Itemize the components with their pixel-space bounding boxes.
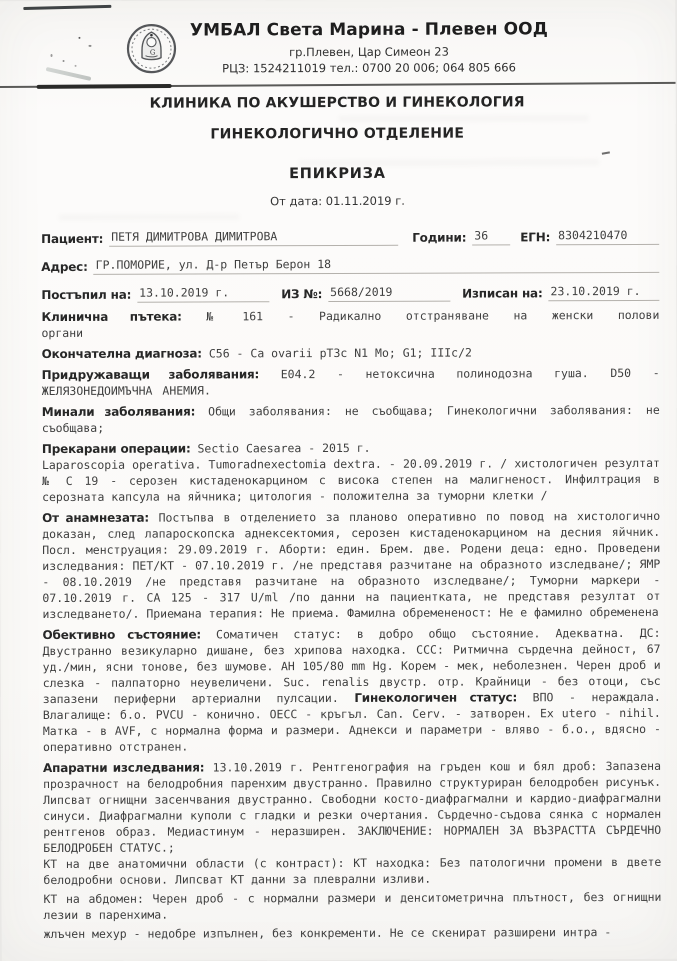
section-objective-status [43,625,661,755]
header-divider [0,82,676,88]
anamnesis-text: Постъпва в отделението за планово оперативно по повод на хистологично доказан, след лапароскопска аднексектомия, серозен кистаденокарцином на десния яйчник. Посл. менструация: 29.09.2019 г. Аборти: един. Брем. две. Родени деца: едно. Проведени изследвания: ПЕТ/КТ - 07.10.2019 г. /не представя разчитане на образното изследване/; ЯМР - 08.10.2019 /не представя разчитане на образното изследване/; Туморни маркери - 07.10.2019 г. CA 125 - 317 U/ml /по данни на пациентката, не представя резултат от изследването/. Приемана терапия: Не приема. Фамилна обремененост: Не е фамилно обременена [42,509,661,622]
patient-row [41,227,659,247]
ink-dash-mark [602,151,610,154]
patient-name-value: ПЕТЯ ДИМИТРОВА ДИМИТРОВА [109,228,398,247]
comorbidities-label: Придружаващи заболявания: [41,367,260,383]
final-diagnosis-label: Окончателна диагноза: [41,346,202,362]
admitted-label: Постъпил на: [41,288,132,303]
patient-name-label: Пациент: [41,232,104,247]
ct-chest-text: КТ на две анатомични области (с контраст): КТ находка: Без патологични промени в двете белодробни основи. Липсват КТ данни за плеврални изливи. [43,855,662,888]
section-imaging-gallbladder [44,924,662,942]
section-imaging-ct-chest [43,854,661,888]
clinical-path-label: Клинична пътека: [41,309,182,325]
section-clinical-path [41,307,659,341]
patient-age-label: Години: [412,230,467,246]
patient-address-value: ГР.ПОМОРИЕ, ул. Д-р Петър Берон 18 [94,255,660,275]
section-anamnesis [42,508,660,622]
hospital-seal-icon [126,23,178,75]
patient-age-value: 36 [472,228,510,246]
section-surgery-note [42,455,660,505]
patient-address-label: Адрес: [41,260,88,275]
gyn-status-label: Гинекологичен статус: [354,690,518,706]
admission-row [41,283,659,303]
section-imaging-xray [43,758,661,856]
department-title: ГИНЕКОЛОГИЧНО ОТДЕЛЕНИЕ [210,125,465,143]
past-surgeries-text: Sectio Caesarea - 2015 г. [197,441,371,456]
svg-text:G: G [150,48,156,57]
document-date: От дата: 01.11.2019 г. [270,194,405,209]
clinic-title: КЛИНИКА ПО АКУШЕРСТВО И ГИНЕКОЛОГИЯ [149,94,525,112]
somatic-status-text: Соматичен статус: в добро общо състояние. Адекватна. ДС: Двустранно везикуларно дишане, без хрипова находка. ССС: Ритмична сърдечна дейност, 67 уд./мин, ясни тонове, без шумове. АН 105/80 mm Hg. Корем - мек, неболезнен. Черен дроб и слезка - палпаторно неувеличени. Suc. renalis двустр. отр. Крайници - без отоци, със запазени периферни артериални пулсации. [42,626,661,707]
final-diagnosis-text: C56 - Ca ovarii pT3c N1 Mo; G1; IIIc/2 [208,345,472,361]
xray-findings-text: 13.10.2019 г. Рентгенография на гръден кош и бял дроб: Запазена прозрачност на белодробния паренхим двустранно. Правилно структуриран белодробен рисунък. Липсват огнищни засенчвания двустранно. Свободни косто-диафрагмални и кардио-диафрагмални синуси. Диафрагмални куполи с гладки и резки очертания. Сърдечно-съдова сянка с нормален рентгенов образ. Медиастинум - неразширен. ЗАКЛЮЧЕНИЕ: НОРМАЛЕН ЗА ВЪЗРАСТТА СЪРДЕЧНО БЕЛОДРОБЕН СТАТУС.; [43,759,662,856]
gyn-status-text: ВПО - нераждала. Влагалище: б.о. PVCU - конично. ОЕСС - кръгъл. Can. Cerv. - затворен. Ex utero - nihil. Матка - в AVF, с нормална форма и размери. Аднекси и параметри - вляво - б.о., вдясно - оперативно отстранен. [42,690,661,755]
bleedthrough-text [339,115,589,122]
document-body [0,207,677,942]
patient-egn-label: ЕГН: [520,230,551,245]
discharged-label: Изписан на: [462,286,543,301]
past-diseases-text: Общи заболявания: не съобщава; Гинекологични заболявания: не съобщава; [41,403,660,436]
section-comorbidities [42,365,660,399]
past-diseases-label: Минали заболявания: [41,404,196,420]
record-number-value: 5668/2019 [328,284,450,302]
surgery-note-text: Laparoscopia operativa. Tumoradnexectomia dextra. - 20.09.2019 г. / хистологичен резултат № C 19 - серозен кистаденокарцином с висока степен на малигненост. Инфилтрация в серозната капсула на яйчника; цитология - положителна за туморни клетки / [41,456,661,505]
gallbladder-text: жлъчен мехур - недобре изпълнен, без конкременти. Не се скенират разширени интра - [43,925,612,942]
objective-status-label: Обективно състояние: [42,627,202,643]
section-imaging-ct-abdomen [43,889,661,923]
document-type-title: ЕПИКРИЗА [289,166,386,183]
hospital-address: гр.Плевен, Цар Симеон 23 [289,44,449,60]
record-number-label: ИЗ №: [281,287,323,302]
admitted-date-value: 13.10.2019 г. [137,285,269,303]
anamnesis-label: От анамнезата: [42,510,149,526]
hospital-contacts: РЦЗ: 1524211019 тел.: 0700 20 006; 064 805 666 [222,60,516,76]
imaging-label: Апаратни изследвания: [42,760,205,776]
patient-egn-value: 8304210470 [556,227,659,245]
document-header [0,0,676,87]
section-past-diseases [42,402,660,436]
past-surgeries-label: Прекарани операции: [41,441,191,457]
address-row [41,255,659,275]
section-final-diagnosis [42,344,660,362]
clinical-path-text: № 161 - Радикално отстраняване на женски полови органи [41,308,660,341]
discharged-date-value: 23.10.2019 г. [549,283,660,301]
comorbidities-text: E04.2 - нетоксична полинодозна гуша. D50 - ЖЕЛЯЗОНЕДОИМЪЧНА АНЕМИЯ. [41,366,660,399]
hospital-name: УМБАЛ Света Марина - Плевен ООД [189,19,548,41]
ct-abdomen-text: КТ на абдомен: Черен дроб - с нормални размери и денситометрична плътност, без огнищни лезии в паренхима. [43,890,662,923]
